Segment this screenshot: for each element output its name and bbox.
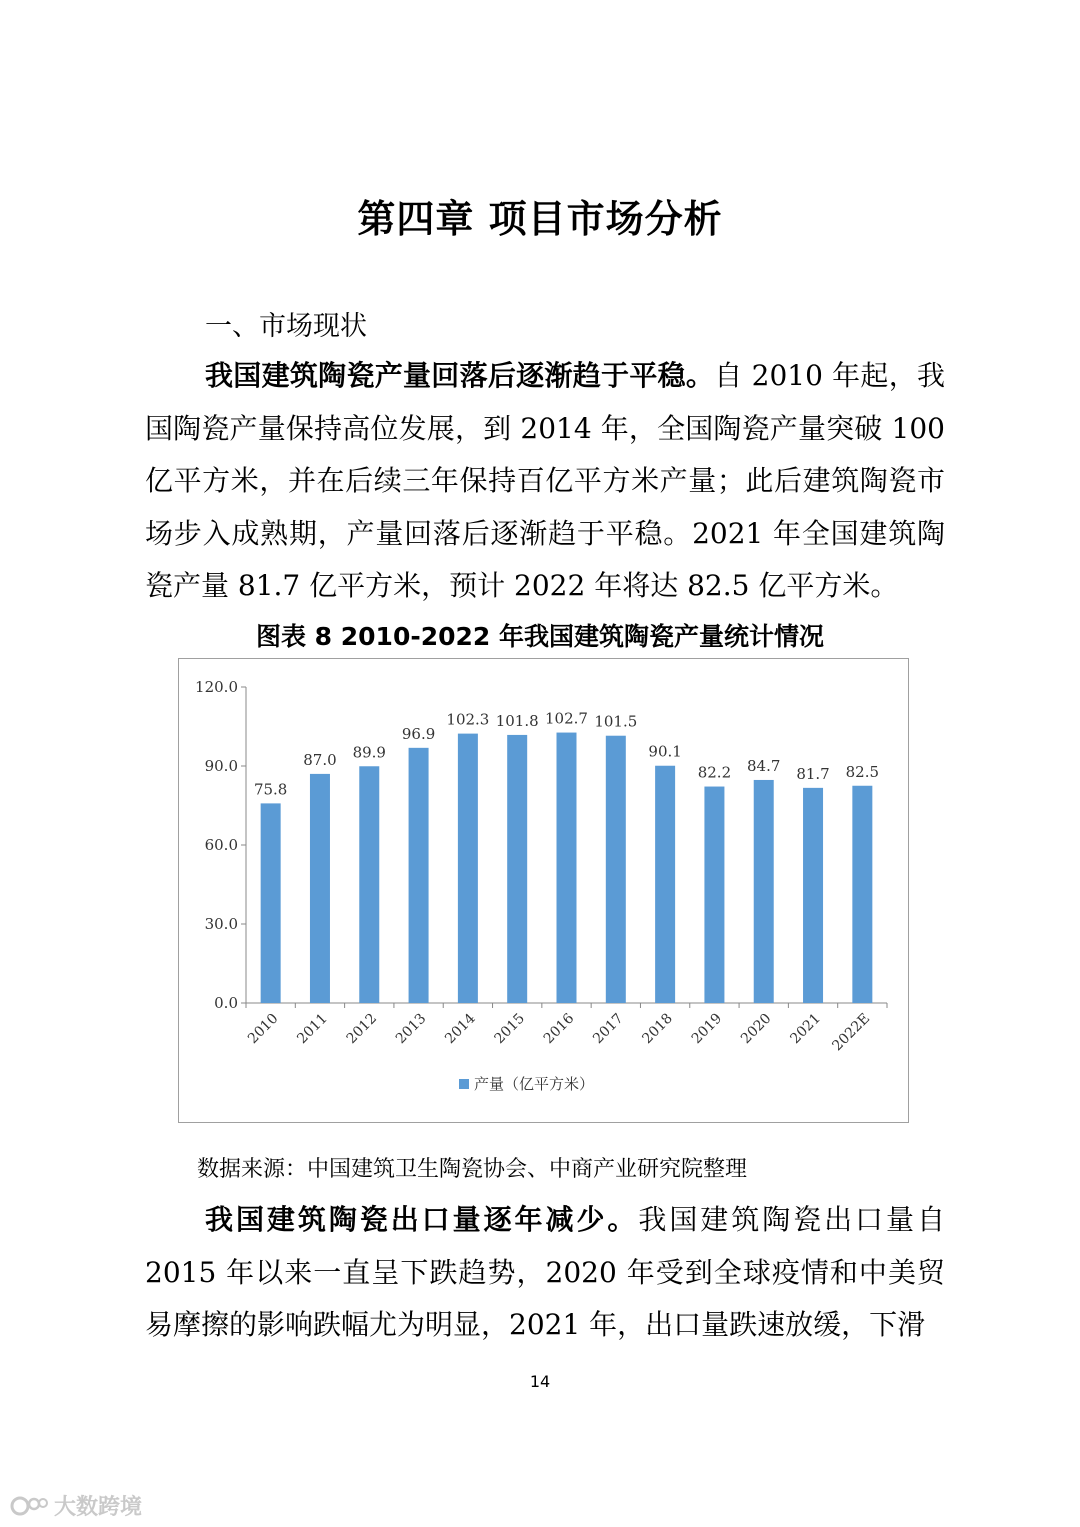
legend-label: 产量（亿平方米）: [474, 1075, 595, 1093]
bar: [655, 766, 675, 1003]
y-tick-label: 120.0: [195, 678, 238, 696]
x-tick-label: 2018: [639, 1010, 676, 1048]
data-label: 96.9: [401, 724, 436, 743]
x-tick-label: 2011: [294, 1010, 331, 1048]
y-tick-label: 90.0: [204, 757, 238, 775]
y-tick-label: 30.0: [204, 915, 238, 933]
paragraph-export: [145, 1194, 945, 1354]
data-label: 75.8: [253, 780, 288, 799]
data-label: 101.8: [495, 711, 539, 730]
figure-caption: 图表 8 2010-2022 年我国建筑陶瓷产量统计情况: [255, 622, 825, 651]
x-tick-label: 2019: [688, 1010, 726, 1048]
chart-frame: [178, 658, 909, 1123]
bar: [310, 774, 330, 1003]
data-label: 90.1: [648, 742, 682, 761]
data-label: 89.9: [352, 743, 386, 762]
x-tick-label: 2022E: [829, 1010, 874, 1055]
page-number: 14: [529, 1372, 551, 1391]
paragraph-lead: 我国建筑陶瓷产量回落后逐渐趋于平稳。: [205, 359, 715, 392]
bar: [557, 733, 577, 1003]
bar: [606, 736, 626, 1003]
bar-chart: [179, 659, 908, 1122]
data-label: 82.5: [845, 762, 880, 781]
source-note: 数据来源：中国建筑卫生陶瓷协会、中商产业研究院整理: [197, 1157, 748, 1182]
paragraph-body: 自 2010 年起，我国陶瓷产量保持高位发展，到 2014 年，全国陶瓷产量突破 100 亿平方米，并在后续三年保持百亿平方米产量；此后建筑陶瓷市场步入成熟期，产量回落后逐渐趋于平稳。2021 年全国建筑陶瓷产量 81.7 亿平方米，预计 2022 年将达 82.5 亿平方米。: [145, 359, 945, 602]
x-tick-label: 2021: [787, 1010, 824, 1048]
paragraph-body: 我国建筑陶瓷出口量自 2015 年以来一直呈下跌趋势，2020 年受到全球疫情和中美贸易摩擦的影响跌幅尤为明显，2021 年，出口量跌速放缓，下滑: [145, 1203, 945, 1341]
data-label: 82.2: [697, 763, 732, 782]
data-label: 87.0: [303, 750, 337, 769]
bar: [458, 734, 478, 1003]
bar: [409, 748, 429, 1003]
x-tick-label: 2020: [738, 1010, 775, 1048]
x-tick-label: 2016: [540, 1010, 578, 1048]
watermark: [10, 1490, 142, 1521]
legend-swatch: [459, 1079, 469, 1089]
page-title: 第四章 项目市场分析: [357, 197, 723, 241]
bar: [359, 766, 379, 1003]
bar: [803, 788, 823, 1003]
watermark-text: 大数跨境: [54, 1495, 143, 1520]
x-tick-label: 2013: [392, 1010, 430, 1048]
y-tick-label: 0.0: [214, 994, 238, 1012]
data-label: 81.7: [796, 764, 830, 783]
paragraph-lead: 我国建筑陶瓷出口量逐年减少。: [205, 1203, 639, 1236]
y-tick-label: 60.0: [204, 836, 238, 854]
x-tick-label: 2017: [590, 1010, 627, 1048]
bar: [754, 780, 774, 1003]
bar: [261, 803, 281, 1003]
paragraph-production: [145, 350, 945, 613]
x-tick-label: 2014: [442, 1010, 479, 1048]
x-tick-label: 2012: [343, 1010, 381, 1048]
watermark-logo-icon: [10, 1494, 50, 1518]
data-label: 102.7: [545, 709, 588, 728]
section-heading: 一、市场现状: [205, 311, 367, 342]
data-label: 102.3: [446, 710, 490, 729]
data-label: 84.7: [747, 756, 781, 775]
bar: [852, 786, 872, 1003]
x-tick-label: 2010: [244, 1010, 282, 1048]
data-label: 101.5: [594, 712, 638, 731]
bar: [507, 735, 527, 1003]
x-tick-label: 2015: [491, 1010, 529, 1048]
bar: [704, 787, 724, 1003]
